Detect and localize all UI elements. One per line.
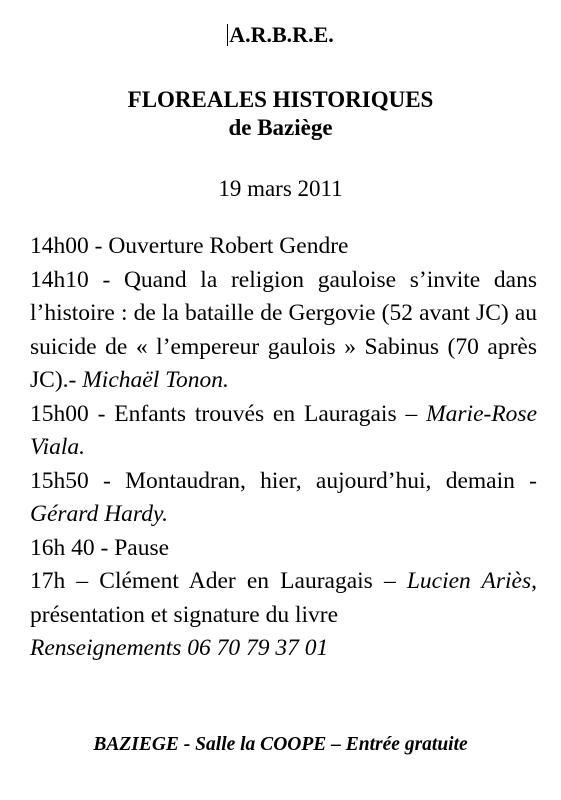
event-title-line1: FLOREALES HISTORIQUES [127,87,434,112]
program-item-text: 14h10 - Quand la religion gauloise s’invite dans l’histoire : de la bataille de Gergovie (52 avant JC) au suicide de « l’empereur gaulois » Sabinus (70 après JC).- [30,266,537,393]
venue-footer: BAZIEGE - Salle la COOPE – Entrée gratuite [93,734,468,755]
event-title [0,86,561,142]
program-item-text: 15h50 - Montaudran, hier, aujourd’hui, demain - [30,467,537,494]
contact-info: Renseignements 06 70 79 37 01 [30,635,329,661]
organization-heading [0,20,561,50]
program-item-speaker: Marie-Rose Viala. [30,400,537,460]
program-item [30,532,537,566]
program-item-text: 15h00 - Enfants trouvés en Lauragais – [30,400,427,427]
program-item [30,264,537,398]
event-date: 19 mars 2011 [218,176,343,201]
program-item [30,230,537,264]
program-list [30,230,537,666]
program-item-text: 14h00 - Ouverture Robert Gendre [30,233,349,259]
program-item-speaker: Gérard Hardy. [30,501,168,527]
info-line [30,632,537,666]
program-item-speaker: Lucien Ariès [406,568,532,594]
program-item [30,465,537,532]
program-item [30,398,537,465]
program-item-text: 17h – Clément Ader en Lauragais – [30,568,407,594]
program-item-text: 16h 40 - Pause [30,534,170,561]
program-item-speaker: Michaël Tonon. [82,367,229,393]
program-item-suffix: , présentation et signature du livre [30,568,537,628]
program-item [30,565,537,632]
event-title-line2: de Baziège [228,115,333,140]
organization-name: A.R.B.R.E. [229,22,334,47]
